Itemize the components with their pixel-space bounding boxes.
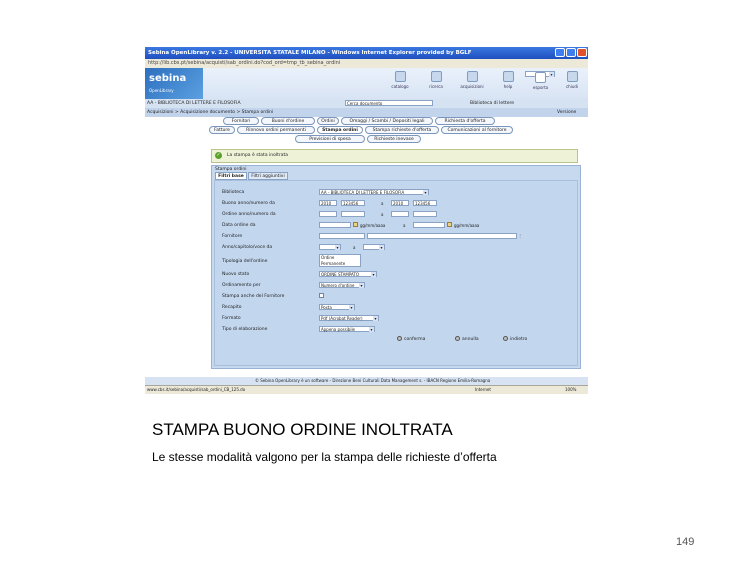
address-bar[interactable] — [145, 59, 588, 68]
label-tipologia: Tipologia dell'ordine — [222, 259, 268, 264]
label-buono: Buono anno/numero da — [222, 201, 275, 206]
label-anno-esercizio: Anno/capitolo/voce da — [222, 245, 273, 250]
nav-row-3 — [145, 135, 588, 144]
formato-select[interactable]: Pdf (Acrobat Reader) ▾ — [319, 315, 379, 321]
user-label: Biblioteca di lettere — [470, 101, 515, 106]
buono-to-year[interactable]: 2010 — [391, 200, 409, 206]
radio-icon — [503, 336, 508, 341]
window-title: Sebina OpenLibrary v. 2.2 - UNIVERSITA STATALE MILANO - Windows Internet Explorer provided by BGLF — [148, 50, 472, 56]
search-icon — [431, 71, 442, 82]
acquisition-icon — [467, 71, 478, 82]
ordine-a-label: a — [381, 212, 384, 217]
toolbar-chiudi[interactable]: chiudi — [557, 71, 587, 89]
calendar-icon[interactable] — [353, 222, 358, 227]
page-number: 149 — [676, 536, 695, 548]
tab-filtri-base[interactable]: Filtri base — [215, 172, 247, 180]
print-orders-panel — [211, 165, 581, 369]
data-ordine-a-label: a — [403, 223, 406, 228]
label-ordine: Ordine anno/numero da — [222, 212, 276, 217]
nav-row-1 — [145, 117, 588, 126]
nav-richieste-inevase[interactable]: Richieste inevase — [367, 135, 421, 143]
nav-comunicazioni[interactable]: Comunicazioni al fornitore — [441, 126, 513, 134]
indietro-button[interactable]: indietro — [503, 336, 527, 342]
nuovo-stato-select[interactable]: ORDINE STAMPATO ▾ — [319, 271, 377, 277]
label-fornitore: Fornitore — [222, 234, 243, 239]
buono-a-label: a — [381, 201, 384, 206]
toolbar-help[interactable]: help — [493, 71, 523, 89]
nav-row-2 — [145, 126, 588, 135]
browser-status-bar — [145, 385, 588, 394]
app-footer — [145, 377, 588, 385]
buono-from-number[interactable]: 123456 — [341, 200, 365, 206]
check-icon: ✓ — [216, 152, 221, 158]
app-logo — [145, 68, 203, 99]
message-text: La stampa è stata inoltrata — [227, 153, 289, 158]
label-ordinamento: Ordinamento per — [222, 283, 261, 288]
fornitore-lookup-icon[interactable]: ⋮ — [518, 233, 522, 238]
tipologia-list[interactable] — [319, 254, 361, 267]
radio-icon — [397, 336, 402, 341]
export-icon — [535, 72, 546, 83]
nav-stampa-ordini[interactable]: Stampa ordini — [317, 126, 363, 134]
ordine-to-year[interactable] — [391, 211, 409, 217]
label-formato: Formato — [222, 316, 241, 321]
conferma-button[interactable]: conferma — [397, 336, 425, 342]
toolbar-acquisizioni[interactable]: acquisizioni — [457, 71, 487, 89]
radio-icon — [455, 336, 460, 341]
data-ordine-from[interactable] — [319, 222, 351, 228]
footer-text: © Sebina OpenLibrary è un software - Direzione Beni Culturali Data Management s. - IBACN Regione Emilia-Romagna — [255, 378, 491, 383]
ordinamento-select[interactable]: Numero d'ordine ▾ — [319, 282, 365, 288]
window-titlebar — [145, 47, 588, 59]
filter-form — [214, 180, 578, 366]
logo-text: sebina — [149, 73, 187, 84]
nav-buoni-ordine[interactable]: Buoni d'ordine — [261, 117, 315, 125]
nav-fatture[interactable]: Fatture — [209, 126, 235, 134]
fornitore-name[interactable] — [367, 233, 517, 239]
nav-richiesta-offerta[interactable]: Richiesta d'offerta — [435, 117, 495, 125]
tab-filtri-aggiuntivi[interactable]: Filtri aggiuntivi — [248, 172, 288, 180]
main-content — [145, 145, 588, 377]
fornitore-code[interactable] — [319, 233, 365, 239]
ordine-to-number[interactable] — [413, 211, 437, 217]
nav-omaggi-scambi[interactable]: Omaggi / Scambi / Depositi legali — [341, 117, 433, 125]
nav-previsioni-spesa[interactable]: Previsioni di spesa — [295, 135, 365, 143]
catalog-icon — [395, 71, 406, 82]
version-label: Versione — [557, 110, 577, 115]
status-zone: Internet — [475, 387, 491, 392]
label-biblioteca: Biblioteca — [222, 190, 245, 195]
zoom-level[interactable]: 100% — [565, 387, 577, 392]
label-stampa-fornitore: Stampa anche del Fornitore — [222, 294, 285, 299]
ordine-from-year[interactable] — [319, 211, 337, 217]
tipo-elaborazione-select[interactable]: Appena possibile ▾ — [319, 326, 375, 332]
anno-esercizio-a-label: a — [353, 245, 356, 250]
screenshot — [145, 47, 588, 393]
nav-stampa-richieste[interactable]: Stampa richieste d'offerta — [365, 126, 439, 134]
data-ordine-hint-2: gg/mm/aaaa — [454, 223, 480, 228]
data-ordine-hint: gg/mm/aaaa — [360, 223, 386, 228]
ordine-from-number[interactable] — [341, 211, 365, 217]
logo-subtitle: OpenLibrary — [149, 88, 174, 93]
panel-title: Stampa ordini — [215, 167, 247, 172]
close-icon — [567, 71, 578, 82]
slide-title: STAMPA BUONO ORDINE INOLTRATA — [152, 420, 453, 439]
anno-esercizio-from[interactable] — [319, 244, 341, 250]
buono-to-number[interactable]: 123456 — [413, 200, 437, 206]
annulla-button[interactable]: annulla — [455, 336, 479, 342]
label-tipo-elaborazione: Tipo di elaborazione — [222, 327, 268, 332]
close-button[interactable] — [577, 48, 587, 57]
nav-rinnovo-ordini[interactable]: Rinnovo ordini permanenti — [237, 126, 315, 134]
maximize-button[interactable] — [566, 48, 576, 57]
tipologia-option-permanente[interactable]: Permanente — [321, 261, 346, 266]
nav-fornitori[interactable]: Fornitori — [223, 117, 259, 125]
calendar-icon[interactable] — [447, 222, 452, 227]
label-recapito: Recapito — [222, 305, 242, 310]
search-input[interactable]: Cerca documento — [345, 100, 433, 106]
app-header — [145, 68, 588, 99]
recapito-select[interactable]: Posta ▾ — [319, 304, 355, 310]
nav-ordini[interactable]: Ordini — [317, 117, 339, 125]
toolbar-esporta[interactable]: esporta ▾ — [525, 71, 555, 77]
toolbar-ricerca[interactable]: ricerca — [421, 71, 451, 89]
help-icon — [503, 71, 514, 82]
form-actions — [397, 336, 547, 344]
tipologia-option-ordine[interactable]: Ordine — [321, 255, 335, 260]
address-url[interactable]: http://lib.cbs.pt/sebina/acquisti/sab_ordini.do?cod_ord=tmp_tb_sebina_ordini — [148, 60, 341, 66]
label-nuovo-stato: Nuovo stato — [222, 272, 250, 277]
slide-subtitle: Le stesse modalità valgono per la stampa delle richieste d’offerta — [152, 450, 497, 464]
minimize-button[interactable] — [555, 48, 565, 57]
buono-from-year[interactable]: 2010 — [319, 200, 337, 206]
library-label: AA - BIBLIOTECA DI LETTERE E FILOSOFIA — [147, 101, 241, 106]
breadcrumb-text: Acquisizioni > Acquisizione documento > Stampa ordini — [147, 110, 274, 115]
label-data-ordine: Data ordine da — [222, 223, 256, 228]
stampa-fornitore-checkbox[interactable] — [319, 293, 324, 298]
toolbar-catalogo[interactable]: catalogo — [385, 71, 415, 89]
status-url: www.cbs.it/sebina/acquisti/sab_ordini_CB_125.do — [147, 387, 246, 392]
data-ordine-to[interactable] — [413, 222, 445, 228]
breadcrumb — [145, 108, 588, 117]
confirmation-message — [211, 149, 578, 163]
anno-esercizio-to[interactable] — [363, 244, 385, 250]
biblioteca-select[interactable]: AA - BIBLIOTECA DI LETTERE E FILOSOFIA ▾ — [319, 189, 429, 195]
